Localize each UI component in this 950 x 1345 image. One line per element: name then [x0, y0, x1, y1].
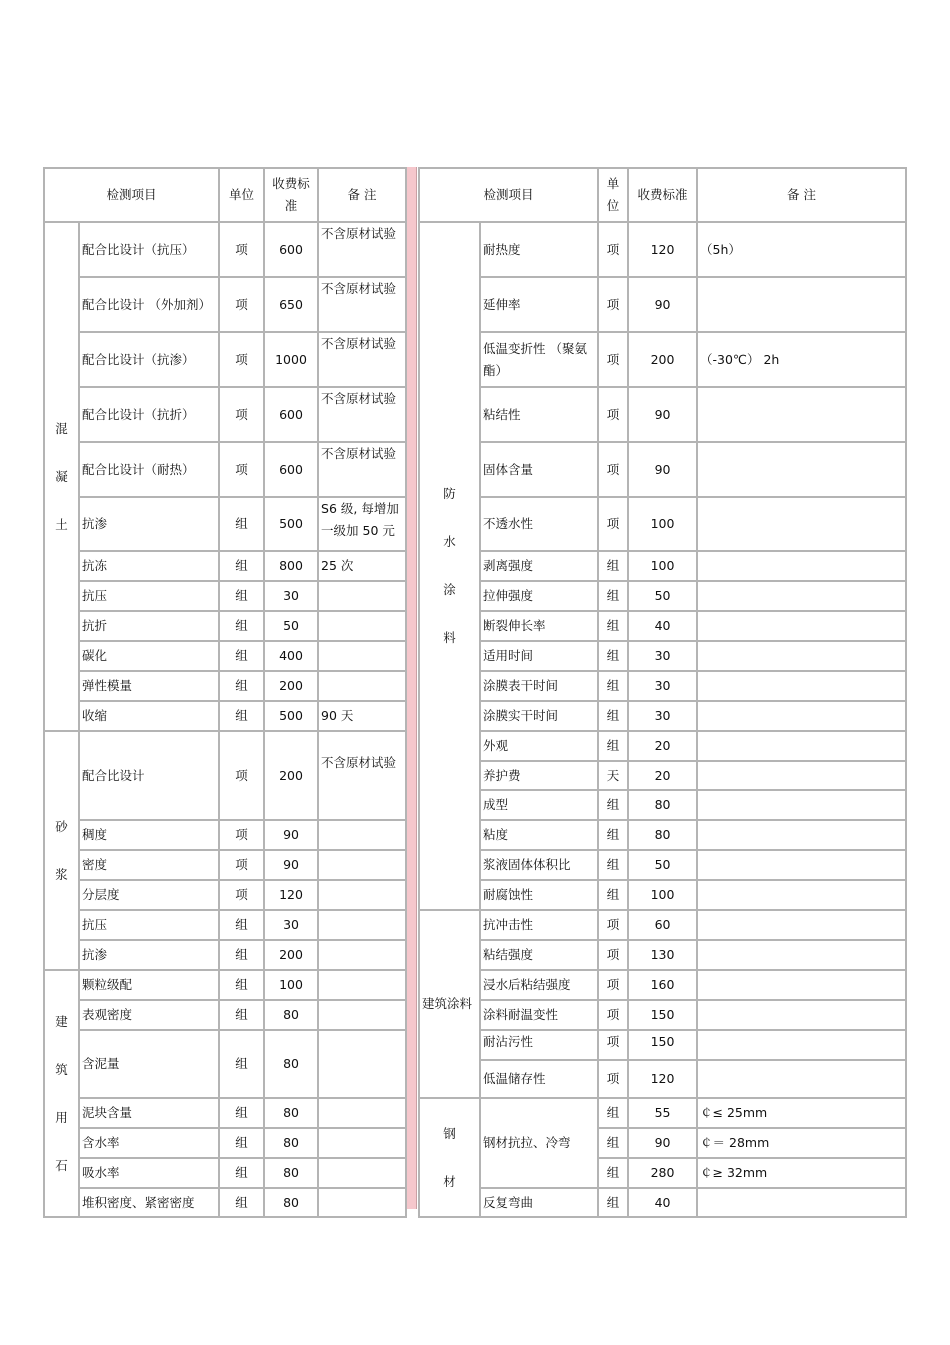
fee-cell: 200	[264, 940, 318, 970]
note-cell	[697, 820, 906, 850]
fee-cell: 100	[628, 551, 697, 581]
item-cell: 涂料耐温变性	[480, 1000, 598, 1030]
fee-cell: 600	[264, 222, 318, 277]
category-label: 建筑涂料	[422, 996, 473, 1011]
unit-cell: 组	[219, 1188, 264, 1217]
note-cell	[697, 581, 906, 611]
unit-cell: 组	[598, 701, 628, 731]
item-cell: 抗折	[79, 611, 219, 641]
item-cell: 钢材抗拉、冷弯	[480, 1098, 598, 1188]
fee-cell: 30	[264, 910, 318, 940]
note-cell	[318, 820, 406, 850]
unit-cell: 组	[598, 581, 628, 611]
category-char: 筑	[55, 1061, 68, 1077]
unit-cell: 组	[219, 671, 264, 701]
fee-cell: 650	[264, 277, 318, 332]
unit-cell: 项	[219, 442, 264, 497]
unit-cell: 组	[219, 701, 264, 731]
unit-cell: 项	[598, 970, 628, 1000]
fee-cell: 200	[264, 731, 318, 820]
note-cell	[697, 910, 906, 940]
item-cell: 粘结强度	[480, 940, 598, 970]
unit-cell: 项	[598, 1000, 628, 1030]
item-cell: 固体含量	[480, 442, 598, 497]
item-cell: 抗压	[79, 581, 219, 611]
note-cell	[697, 1060, 906, 1098]
fee-cell: 280	[628, 1158, 697, 1188]
header-note: 备 注	[697, 168, 906, 222]
fee-cell: 80	[264, 1128, 318, 1158]
note-cell	[318, 880, 406, 910]
unit-cell: 组	[219, 1158, 264, 1188]
category-char: 凝	[55, 468, 68, 484]
unit-cell: 项	[219, 222, 264, 277]
note-cell: S6 级, 每增加一级加 50 元	[318, 497, 406, 551]
item-cell: 成型	[480, 790, 598, 820]
item-cell: 拉伸强度	[480, 581, 598, 611]
note-cell: 不含原材试验	[318, 277, 406, 332]
unit-cell: 组	[219, 910, 264, 940]
note-cell	[697, 641, 906, 671]
item-cell: 涂膜表干时间	[480, 671, 598, 701]
fee-cell: 80	[628, 790, 697, 820]
fee-cell: 30	[628, 701, 697, 731]
note-cell	[318, 581, 406, 611]
fee-cell: 50	[628, 581, 697, 611]
item-cell: 弹性模量	[79, 671, 219, 701]
note-cell	[697, 970, 906, 1000]
note-cell	[697, 497, 906, 551]
item-cell: 低温储存性	[480, 1060, 598, 1098]
fee-cell: 80	[628, 820, 697, 850]
item-cell: 颗粒级配	[79, 970, 219, 1000]
category-char: 砂	[55, 818, 68, 834]
category-label	[47, 405, 76, 549]
header-item: 检测项目	[44, 168, 219, 222]
fee-cell: 500	[264, 497, 318, 551]
unit-cell: 项	[598, 1060, 628, 1098]
fee-cell: 90	[264, 820, 318, 850]
note-cell	[697, 701, 906, 731]
item-cell: 延伸率	[480, 277, 598, 332]
item-cell: 浸水后粘结强度	[480, 970, 598, 1000]
fee-cell: 30	[628, 671, 697, 701]
category-char: 石	[55, 1157, 68, 1173]
note-cell	[697, 1030, 906, 1060]
category-cell	[419, 222, 480, 910]
fee-cell: 100	[628, 497, 697, 551]
fee-cell: 90	[628, 277, 697, 332]
fee-cell: 40	[628, 1188, 697, 1217]
item-cell: 抗渗	[79, 940, 219, 970]
note-cell: 不含原材试验	[318, 387, 406, 442]
fee-cell: 1000	[264, 332, 318, 387]
note-cell	[318, 641, 406, 671]
note-cell	[318, 940, 406, 970]
item-cell: 涂膜实干时间	[480, 701, 598, 731]
category-char: 建	[55, 1013, 68, 1029]
fee-cell: 60	[628, 910, 697, 940]
item-cell: 泥块含量	[79, 1098, 219, 1128]
fee-cell: 200	[264, 671, 318, 701]
unit-cell: 组	[598, 790, 628, 820]
item-cell: 外观	[480, 731, 598, 761]
header-note: 备 注	[318, 168, 406, 222]
category-cell	[44, 970, 79, 1217]
unit-cell: 组	[219, 970, 264, 1000]
unit-cell: 组	[598, 880, 628, 910]
unit-cell: 组	[219, 497, 264, 551]
header-item: 检测项目	[419, 168, 598, 222]
category-char: 涂	[443, 582, 456, 597]
category-char: 水	[443, 534, 456, 549]
header-unit: 单位	[598, 168, 628, 222]
note-cell	[697, 277, 906, 332]
unit-cell: 组	[219, 1098, 264, 1128]
fee-cell: 130	[628, 940, 697, 970]
category-cell	[44, 731, 79, 970]
header-unit: 单位	[219, 168, 264, 222]
fee-cell: 120	[628, 222, 697, 277]
fee-cell: 600	[264, 442, 318, 497]
unit-cell: 组	[598, 731, 628, 761]
unit-cell: 项	[219, 387, 264, 442]
fee-cell: 50	[264, 611, 318, 641]
fee-cell: 90	[264, 850, 318, 880]
fee-cell: 800	[264, 551, 318, 581]
note-cell	[318, 970, 406, 1000]
item-cell: 配合比设计（抗渗）	[79, 332, 219, 387]
fee-cell: 600	[264, 387, 318, 442]
item-cell: 分层度	[79, 880, 219, 910]
unit-cell: 项	[598, 442, 628, 497]
item-cell: 抗冻	[79, 551, 219, 581]
note-cell	[697, 442, 906, 497]
note-cell	[697, 1188, 906, 1217]
note-cell	[697, 551, 906, 581]
note-cell: （-30℃） 2h	[697, 332, 906, 387]
item-cell: 配合比设计	[79, 731, 219, 820]
fee-cell: 80	[264, 1030, 318, 1098]
note-cell: 不含原材试验	[318, 222, 406, 277]
unit-cell: 组	[598, 671, 628, 701]
note-cell	[697, 611, 906, 641]
unit-cell: 项	[219, 850, 264, 880]
unit-cell: 组	[219, 1030, 264, 1098]
item-cell: 耐腐蚀性	[480, 880, 598, 910]
unit-cell: 组	[598, 611, 628, 641]
fee-cell: 150	[628, 1000, 697, 1030]
unit-cell: 组	[219, 641, 264, 671]
unit-cell: 项	[598, 277, 628, 332]
note-cell	[318, 611, 406, 641]
category-char: 材	[443, 1173, 456, 1189]
fee-cell: 90	[628, 1128, 697, 1158]
item-cell: 浆液固体体积比	[480, 850, 598, 880]
category-cell	[44, 222, 79, 731]
item-cell: 抗压	[79, 910, 219, 940]
header-fee: 收费标准	[628, 168, 697, 222]
right-fee-table	[418, 167, 907, 1218]
item-cell: 收缩	[79, 701, 219, 731]
unit-cell: 天	[598, 761, 628, 790]
note-cell: 25 次	[318, 551, 406, 581]
item-cell: 配合比设计（耐热）	[79, 442, 219, 497]
category-char: 浆	[55, 866, 68, 882]
category-cell	[419, 1098, 480, 1217]
category-char: 混	[55, 420, 68, 436]
header-row	[44, 168, 406, 222]
note-cell	[318, 1098, 406, 1128]
left-fee-table	[43, 167, 407, 1218]
item-cell: 稠度	[79, 820, 219, 850]
unit-cell: 项	[598, 1030, 628, 1060]
fee-cell: 80	[264, 1000, 318, 1030]
item-cell: 表观密度	[79, 1000, 219, 1030]
unit-cell: 项	[219, 880, 264, 910]
item-cell: 碳化	[79, 641, 219, 671]
unit-cell: 组	[598, 641, 628, 671]
unit-cell: 组	[598, 1188, 628, 1217]
item-cell: 养护费	[480, 761, 598, 790]
note-cell	[697, 790, 906, 820]
fee-cell: 80	[264, 1188, 318, 1217]
fee-cell: 80	[264, 1098, 318, 1128]
unit-cell: 组	[598, 1128, 628, 1158]
header-row	[419, 168, 906, 222]
note-cell	[318, 671, 406, 701]
item-cell: 不透水性	[480, 497, 598, 551]
fee-cell: 50	[628, 850, 697, 880]
note-cell: （5h）	[697, 222, 906, 277]
unit-cell: 组	[598, 1098, 628, 1128]
item-cell: 抗冲击性	[480, 910, 598, 940]
note-cell	[697, 731, 906, 761]
fee-cell: 90	[628, 387, 697, 442]
note-cell: 不含原材试验	[318, 332, 406, 387]
category-label	[422, 470, 477, 662]
category-label	[422, 1110, 477, 1206]
unit-cell: 组	[219, 1128, 264, 1158]
note-cell	[697, 880, 906, 910]
item-cell: 吸水率	[79, 1158, 219, 1188]
unit-cell: 项	[598, 222, 628, 277]
item-cell: 含水率	[79, 1128, 219, 1158]
item-cell: 剥离强度	[480, 551, 598, 581]
fee-cell: 160	[628, 970, 697, 1000]
item-cell: 耐沾污性	[480, 1030, 598, 1060]
unit-cell: 组	[219, 1000, 264, 1030]
fee-cell: 40	[628, 611, 697, 641]
fee-cell: 90	[628, 442, 697, 497]
note-cell	[318, 1128, 406, 1158]
note-cell	[697, 850, 906, 880]
note-cell: ￠≤ 25mm	[697, 1098, 906, 1128]
item-cell: 粘度	[480, 820, 598, 850]
unit-cell: 组	[219, 611, 264, 641]
category-char: 钢	[443, 1125, 456, 1141]
fee-cell: 20	[628, 731, 697, 761]
item-cell: 适用时间	[480, 641, 598, 671]
fee-cell: 30	[264, 581, 318, 611]
unit-cell: 项	[219, 820, 264, 850]
note-cell: 不含原材试验	[318, 442, 406, 497]
fee-cell: 400	[264, 641, 318, 671]
note-cell	[697, 761, 906, 790]
note-cell	[318, 1030, 406, 1098]
note-cell	[318, 1000, 406, 1030]
note-cell	[318, 1188, 406, 1217]
item-cell: 断裂伸长率	[480, 611, 598, 641]
item-cell: 耐热度	[480, 222, 598, 277]
unit-cell: 项	[219, 277, 264, 332]
unit-cell: 项	[219, 332, 264, 387]
category-char: 料	[443, 630, 456, 645]
note-cell: ￠＝ 28mm	[697, 1128, 906, 1158]
note-cell	[318, 1158, 406, 1188]
header-fee: 收费标准	[264, 168, 318, 222]
item-cell: 低温变折性 （聚氨酯）	[480, 332, 598, 387]
category-label	[47, 803, 76, 899]
unit-cell: 组	[598, 850, 628, 880]
fee-cell: 100	[628, 880, 697, 910]
category-char: 土	[55, 516, 68, 532]
unit-cell: 组	[219, 551, 264, 581]
fee-cell: 120	[628, 1060, 697, 1098]
fee-cell: 55	[628, 1098, 697, 1128]
category-char: 防	[443, 486, 456, 501]
category-label	[47, 998, 76, 1190]
fee-cell: 80	[264, 1158, 318, 1188]
table-separator	[406, 167, 417, 1209]
fee-cell: 500	[264, 701, 318, 731]
unit-cell: 组	[219, 940, 264, 970]
item-cell: 配合比设计 （外加剂）	[79, 277, 219, 332]
fee-cell: 150	[628, 1030, 697, 1060]
fee-cell: 200	[628, 332, 697, 387]
unit-cell: 项	[219, 731, 264, 820]
unit-cell: 组	[598, 1158, 628, 1188]
item-cell: 抗渗	[79, 497, 219, 551]
note-cell	[697, 940, 906, 970]
category-char: 用	[55, 1109, 68, 1125]
note-cell	[697, 671, 906, 701]
unit-cell: 项	[598, 497, 628, 551]
note-cell: 90 天	[318, 701, 406, 731]
unit-cell: 组	[598, 820, 628, 850]
note-cell: ￠≥ 32mm	[697, 1158, 906, 1188]
note-cell: 不含原材试验	[318, 731, 406, 820]
item-cell: 粘结性	[480, 387, 598, 442]
unit-cell: 组	[598, 551, 628, 581]
fee-cell: 30	[628, 641, 697, 671]
unit-cell: 项	[598, 940, 628, 970]
fee-cell: 20	[628, 761, 697, 790]
item-cell: 配合比设计（抗压）	[79, 222, 219, 277]
item-cell: 堆积密度、紧密密度	[79, 1188, 219, 1217]
unit-cell: 项	[598, 387, 628, 442]
item-cell: 反复弯曲	[480, 1188, 598, 1217]
unit-cell: 项	[598, 332, 628, 387]
note-cell	[697, 1000, 906, 1030]
note-cell	[318, 910, 406, 940]
fee-cell: 120	[264, 880, 318, 910]
item-cell: 密度	[79, 850, 219, 880]
note-cell	[697, 387, 906, 442]
item-cell: 含泥量	[79, 1030, 219, 1098]
note-cell	[318, 850, 406, 880]
unit-cell: 组	[219, 581, 264, 611]
category-cell	[419, 910, 480, 1098]
fee-cell: 100	[264, 970, 318, 1000]
item-cell: 配合比设计（抗折）	[79, 387, 219, 442]
unit-cell: 项	[598, 910, 628, 940]
